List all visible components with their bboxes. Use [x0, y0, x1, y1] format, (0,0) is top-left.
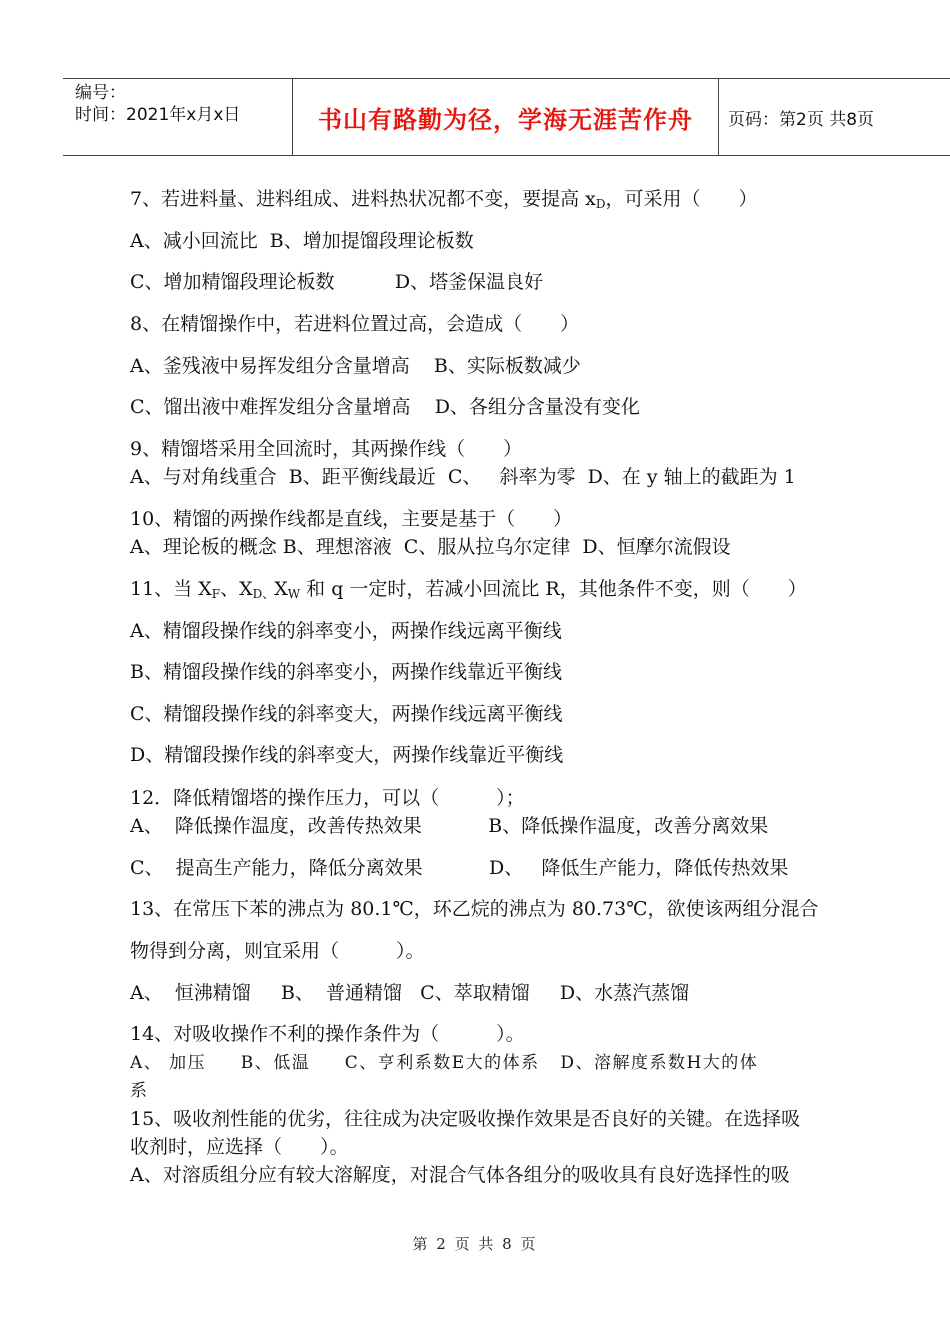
q14-options: A、 加压 B、低温 C、亨利系数E大的体系 D、溶解度系数H大的体	[130, 1053, 759, 1073]
q11-option-b: B、精馏段操作线的斜率变小，两操作线靠近平衡线	[130, 661, 562, 683]
question-7-subscript: D	[595, 197, 606, 211]
q15-option-a: A、对溶质组分应有较大溶解度，对混合气体各组分的吸收具有良好选择性的吸	[130, 1164, 790, 1186]
question-11	[130, 577, 807, 601]
q13-options: A、 恒沸精馏 B、 普通精馏 C、萃取精馏 D、水蒸汽蒸馏	[130, 982, 690, 1004]
question-13-line-2: 物得到分离，则宜采用（ ）。	[130, 940, 425, 962]
page-info: 页码：第2页 共8页	[728, 109, 875, 130]
q11-part-2: 、X	[220, 578, 253, 600]
q7-options-cd: C、增加精馏段理论板数 D、塔釜保温良好	[130, 271, 544, 293]
q12-options-ab: A、 降低操作温度，改善传热效果 B、降低操作温度，改善分离效果	[130, 815, 769, 837]
question-7-tail: ，可采用（ ）	[605, 188, 758, 210]
question-13-line-1: 13、在常压下苯的沸点为 80.1℃，环乙烷的沸点为 80.73℃，欲使该两组分混合	[130, 898, 819, 920]
q14-options-wrap: 系	[130, 1081, 149, 1101]
page-footer: 第 2 页 共 8 页	[412, 1235, 538, 1253]
q10-options: A、理论板的概念 B、理想溶液 C、服从拉乌尔定律 D、恒摩尔流假设	[130, 536, 731, 558]
q11-part-3: X	[274, 578, 288, 600]
q11-option-d: D、精馏段操作线的斜率变大，两操作线靠近平衡线	[130, 744, 564, 766]
question-12: 12．降低精馏塔的操作压力，可以（ ）；	[130, 787, 525, 809]
q11-sub-f: F	[211, 587, 221, 601]
question-8: 8、在精馏操作中，若进料位置过高，会造成（ ）	[130, 313, 580, 335]
question-15-line-2: 收剂时，应选择（ ）。	[130, 1136, 349, 1158]
header-divider-right	[718, 78, 719, 156]
q9-options: A、与对角线重合 B、距平衡线最近 C、 斜率为零 D、在 y 轴上的截距为 1	[130, 466, 796, 488]
q11-part-4: 和 q 一定时，若减小回流比 R，其他条件不变，则（ ）	[300, 578, 807, 600]
motto: 书山有路勤为径，学海无涯苦作舟	[318, 105, 693, 134]
q11-option-c: C、精馏段操作线的斜率变大，两操作线远离平衡线	[130, 703, 563, 725]
q8-options-cd: C、馏出液中难挥发组分含量增高 D、各组分含量没有变化	[130, 396, 640, 418]
question-14: 14、对吸收操作不利的操作条件为（ ）。	[130, 1023, 525, 1045]
q11-sub-d: D、	[252, 587, 275, 601]
q11-part-1: 11、当 X	[130, 578, 212, 600]
q11-option-a: A、精馏段操作线的斜率变小，两操作线远离平衡线	[130, 620, 562, 642]
page-header	[63, 78, 950, 156]
q7-options-ab: A、减小回流比 B、增加提馏段理论板数	[130, 230, 474, 252]
question-9: 9、精馏塔采用全回流时，其两操作线（ ）	[130, 438, 523, 460]
time-label: 时间：2021年x月x日	[75, 105, 241, 125]
header-meta	[75, 82, 240, 126]
question-7-text: 7、若进料量、进料组成、进料热状况都不变，要提高 x	[130, 188, 596, 210]
number-label: 编号：	[75, 83, 126, 103]
q8-options-ab: A、釜残液中易挥发组分含量增高 B、实际板数减少	[130, 355, 581, 377]
question-15-line-1: 15、吸收剂性能的优劣，往往成为决定吸收操作效果是否良好的关键。在选择吸	[130, 1108, 801, 1130]
q12-options-cd: C、 提高生产能力，降低分离效果 D、 降低生产能力，降低传热效果	[130, 857, 789, 879]
q11-sub-w: W	[287, 587, 301, 601]
question-7	[130, 187, 758, 211]
question-10: 10、精馏的两操作线都是直线，主要是基于（ ）	[130, 508, 573, 530]
